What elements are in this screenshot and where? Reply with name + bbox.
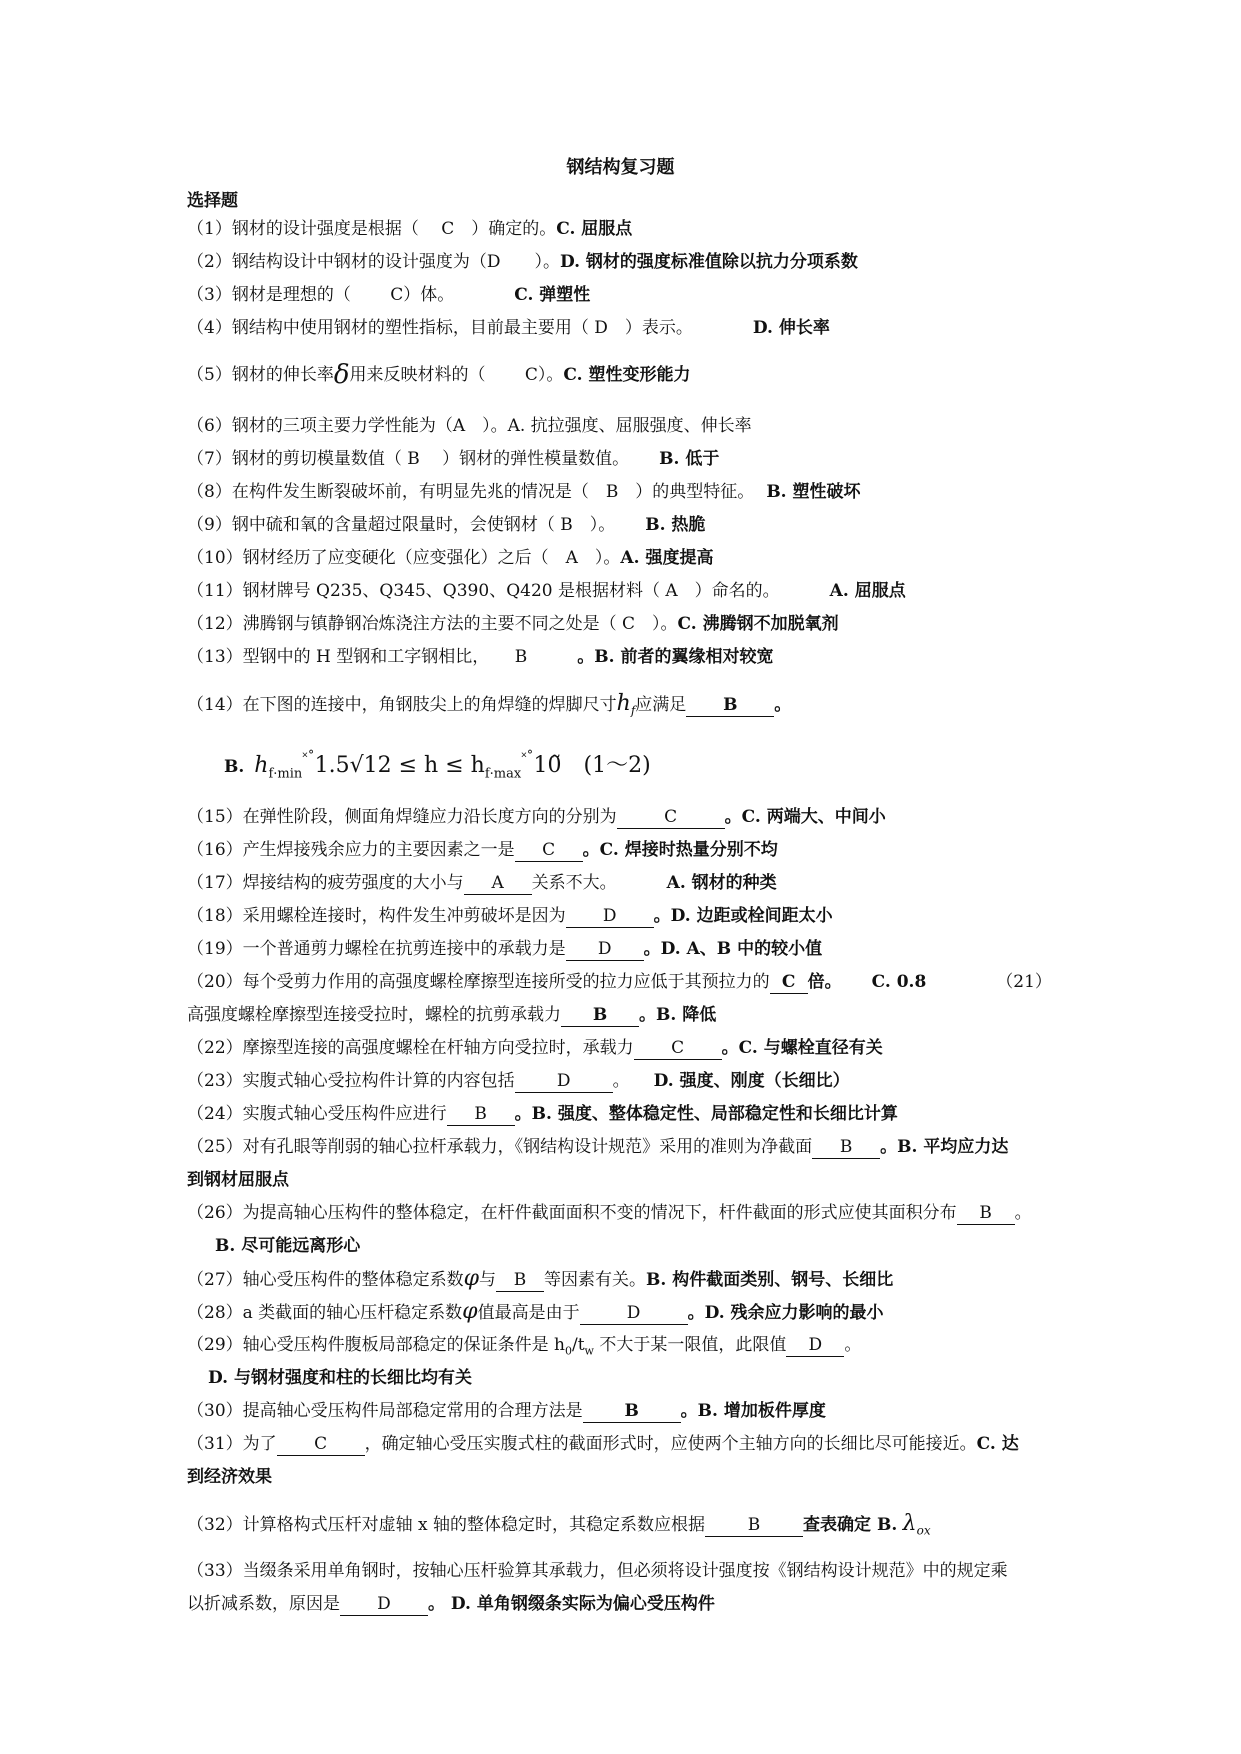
question-text-2: 用来反映材料的（ C）。 xyxy=(349,365,564,385)
answer: 。C. 焊接时热量分别不均 xyxy=(582,840,778,860)
question-text: （13）型钢中的 H 型钢和工字钢相比， B xyxy=(187,647,528,667)
subscript-0: 0 xyxy=(564,1344,572,1358)
answer: C. 0.8 xyxy=(871,972,927,992)
question-text: （14）在下图的连接中，角钢肢尖上的角焊缝的焊脚尺寸 xyxy=(187,695,617,715)
answer-blank: C xyxy=(515,839,583,862)
question-5 xyxy=(187,360,1087,390)
next-question-number: （21） xyxy=(996,972,1052,992)
answer-blank: C xyxy=(770,971,808,994)
answer: A. 钢材的种类 xyxy=(666,873,777,893)
lambda-subscript: ox xyxy=(916,1523,931,1538)
answer-blank: D xyxy=(786,1334,844,1357)
question-2 xyxy=(187,251,1087,273)
question-text: （7）钢材的剪切模量数值（ B ）钢材的弹性模量数值。 xyxy=(187,449,630,469)
question-17 xyxy=(187,872,1087,895)
answer-blank: D xyxy=(566,938,644,961)
answer: B. 塑性破坏 xyxy=(766,482,861,502)
question-text: （15）在弹性阶段，侧面角焊缝应力沿长度方向的分别为 xyxy=(187,807,617,827)
phi-symbol: φ xyxy=(463,1266,480,1291)
answer-blank: C xyxy=(617,806,725,829)
question-4 xyxy=(187,317,1087,339)
question-text: （25）对有孔眼等削弱的轴心拉杆承载力，《钢结构设计规范》采用的准则为净截面 xyxy=(187,1137,813,1157)
question-text: （31）为了 xyxy=(187,1434,277,1454)
answer: 。B. 平均应力达 xyxy=(880,1137,1009,1157)
question-15 xyxy=(187,806,1087,829)
answer: 。C. 与螺栓直径有关 xyxy=(721,1038,883,1058)
question-25 xyxy=(187,1136,1087,1159)
question-text: （20）每个受剪力作用的高强度螺栓摩擦型连接所受的拉力应低于其预拉力的 xyxy=(187,972,770,992)
question-29-answer: D. 与钢材强度和柱的长细比均有关 xyxy=(208,1368,472,1388)
answer: 。D. 残余应力影响的最小 xyxy=(687,1303,884,1323)
question-19 xyxy=(187,938,1087,961)
question-text: （5）钢材的伸长率 xyxy=(187,365,334,385)
answer-blank: D xyxy=(580,1302,688,1325)
formula-body: 1.5√12 ≤ h ≤ h xyxy=(314,753,485,778)
answer: D. 伸长率 xyxy=(752,318,830,338)
question-text: （9）钢中硫和氧的含量超过限量时，会使钢材（ B ）。 xyxy=(187,515,616,535)
answer: B. 低于 xyxy=(659,449,720,469)
answer-blank: B xyxy=(561,1004,639,1027)
answer: B. 构件截面类别、钢号、长细比 xyxy=(646,1270,894,1290)
question-1 xyxy=(187,218,1087,240)
question-text: （19）一个普通剪力螺栓在抗剪连接中的承载力是 xyxy=(187,939,566,959)
question-text-2: 应满足 xyxy=(635,695,687,715)
question-22 xyxy=(187,1037,1087,1060)
answer-blank: B xyxy=(686,694,774,717)
question-text-2: 。 xyxy=(612,1071,630,1091)
question-12 xyxy=(187,613,1087,635)
question-text: （32）计算格构式压杆对虚轴 x 轴的整体稳定时，其稳定系数应根据 xyxy=(187,1515,706,1535)
answer: C. 屈服点 xyxy=(556,219,633,239)
question-25-answer-cont: 到钢材屈服点 xyxy=(187,1170,289,1190)
question-text: （6）钢材的三项主要力学性能为（A ）。A. 抗拉强度、屈服强度、伸长率 xyxy=(187,416,752,436)
question-3 xyxy=(187,284,1087,306)
question-text: （12）沸腾钢与镇静钢冶炼浇注方法的主要不同之处是（ C ）。 xyxy=(187,614,678,634)
question-text-2: 等因素有关。 xyxy=(544,1270,647,1290)
question-31-answer-cont: 到经济效果 xyxy=(187,1467,272,1487)
question-text: （10）钢材经历了应变硬化（应变强化）之后（ A ）。 xyxy=(187,548,621,568)
hf-min-subscript: f·min xyxy=(268,766,303,782)
question-32 xyxy=(187,1513,1087,1541)
question-text-2: 倍。 xyxy=(807,972,842,992)
question-23 xyxy=(187,1070,1087,1093)
answer: 。B. 降低 xyxy=(639,1005,717,1025)
answer: D. 钢材的强度标准值除以抗力分项系数 xyxy=(559,252,858,272)
question-text: （18）采用螺栓连接时，构件发生冲剪破坏是因为 xyxy=(187,906,566,926)
subscript-w: w xyxy=(584,1344,594,1358)
question-text: 高强度螺栓摩擦型连接受拉时，螺栓的抗剪承载力 xyxy=(187,1005,561,1025)
question-text: （1）钢材的设计强度是根据（ C ）确定的。 xyxy=(187,219,557,239)
answer: 。C. 两端大、中间小 xyxy=(724,807,886,827)
question-text: （27）轴心受压构件的整体稳定系数 xyxy=(187,1270,464,1290)
weld-size-symbol: h xyxy=(616,691,631,716)
question-7 xyxy=(187,448,1087,470)
question-text-2: 不大于某一限值，此限值 xyxy=(593,1335,787,1355)
section-heading: 选择题 xyxy=(187,191,238,211)
question-10 xyxy=(187,547,1087,569)
question-text: （23）实腹式轴心受拉构件计算的内容包括 xyxy=(187,1071,515,1091)
weld-size-subscript: f xyxy=(630,703,636,718)
answer-blank: D xyxy=(340,1593,428,1616)
question-text: （3）钢材是理想的（ C）体。 xyxy=(187,285,455,305)
question-20 xyxy=(187,971,1087,994)
answer-blank: D xyxy=(515,1070,613,1093)
answer: 。B. 强度、整体稳定性、局部稳定性和长细比计算 xyxy=(514,1104,898,1124)
answer: D. 强度、刚度（长细比） xyxy=(653,1071,850,1091)
period: 。 xyxy=(1014,1203,1032,1223)
answer-blank: B xyxy=(583,1400,681,1423)
answer: 查表确定 B. xyxy=(803,1515,898,1535)
answer: 。B. 前者的翼缘相对较宽 xyxy=(577,647,774,667)
question-text: （29）轴心受压构件腹板局部稳定的保证条件是 h xyxy=(187,1335,565,1355)
question-text-mid: 值最高是由于 xyxy=(477,1303,580,1323)
question-text: （16）产生焊接残余应力的主要因素之一是 xyxy=(187,840,515,860)
question-text: （33）当缀条采用单角钢时，按轴心压杆验算其承载力，但必须将设计强度按《钢结构设计规范》中的规定乘 xyxy=(187,1561,1008,1581)
question-21 xyxy=(187,1004,1087,1027)
question-9 xyxy=(187,514,1087,536)
question-text: （26）为提高轴心压构件的整体稳定，在杆件截面面积不变的情况下，杆件截面的形式应使其面积分布 xyxy=(187,1203,957,1223)
answer-blank: C xyxy=(634,1037,722,1060)
answer: A. 强度提高 xyxy=(620,548,714,568)
question-text: （30）提高轴心受压构件局部稳定常用的合理方法是 xyxy=(187,1401,583,1421)
answer: 。D. A、B 中的较小值 xyxy=(643,939,823,959)
question-27 xyxy=(187,1268,1087,1292)
question-14 xyxy=(187,693,1087,721)
answer: A. 屈服点 xyxy=(829,581,906,601)
question-text: （11）钢材牌号 Q235、Q345、Q390、Q420 是根据材料（ A ）命名的。 xyxy=(187,581,780,601)
answer: C. 沸腾钢不加脱氧剂 xyxy=(677,614,839,634)
question-16 xyxy=(187,839,1087,862)
question-text-2: 关系不大。 xyxy=(531,873,617,893)
question-13 xyxy=(187,646,1087,668)
hf-max-subscript: f·max xyxy=(484,766,522,782)
question-8 xyxy=(187,481,1087,503)
question-11 xyxy=(187,580,1087,602)
answer: 。B. 增加板件厚度 xyxy=(680,1401,826,1421)
answer-blank: B xyxy=(812,1136,880,1159)
formula-label: B. xyxy=(224,757,245,777)
weld-formula: B. $h_{f\cdot min}^{˟˚}1.5√12 \le h$ ≤ $h_{f\cdot max}^{˟˚}10̃$ (1～2) xyxy=(224,750,651,782)
question-text: （22）摩擦型连接的高强度螺栓在杆轴方向受拉时，承载力 xyxy=(187,1038,634,1058)
question-text-2: ，确定轴心受压实腹式柱的截面形式时，应使两个主轴方向的长细比尽可能接近。 xyxy=(364,1434,977,1454)
question-text: （17）焊接结构的疲劳强度的大小与 xyxy=(187,873,464,893)
question-30 xyxy=(187,1400,1087,1423)
answer-blank: B xyxy=(496,1269,544,1292)
phi-symbol: φ xyxy=(462,1299,478,1324)
question-28 xyxy=(187,1301,1087,1325)
question-text: （8）在构件发生断裂破坏前，有明显先兆的情况是（ B ）的典型特征。 xyxy=(187,482,755,502)
answer: 。D. 边距或栓间距太小 xyxy=(653,906,833,926)
question-24 xyxy=(187,1103,1087,1126)
question-18 xyxy=(187,905,1087,928)
answer: 。 D. 单角钢缀条实际为偏心受压构件 xyxy=(428,1594,715,1614)
question-26-answer: B. 尽可能远离形心 xyxy=(215,1236,361,1256)
answer-blank: B xyxy=(447,1103,515,1126)
page-title: 钢结构复习题 xyxy=(566,157,675,178)
formula-tail: 10̃ (1～2) xyxy=(533,753,651,778)
period: 。 xyxy=(844,1335,862,1355)
question-text-2: 以折减系数，原因是 xyxy=(187,1594,340,1614)
answer-blank: D xyxy=(566,905,654,928)
lambda-symbol: λ xyxy=(902,1511,917,1536)
question-26 xyxy=(187,1202,1087,1225)
answer-blank: C xyxy=(277,1433,365,1456)
answer: C. 弹塑性 xyxy=(514,285,591,305)
question-text-mid: /t xyxy=(571,1335,585,1355)
question-31 xyxy=(187,1433,1087,1456)
answer: C. 达 xyxy=(976,1434,1019,1454)
delta-symbol: δ xyxy=(333,360,350,390)
question-text: （2）钢结构设计中钢材的设计强度为（D ）。 xyxy=(187,252,560,272)
question-text-mid: 与 xyxy=(479,1270,497,1290)
answer-blank: A xyxy=(464,872,532,895)
question-29 xyxy=(187,1334,1087,1362)
answer: C. 塑性变形能力 xyxy=(563,365,691,385)
question-33-cont xyxy=(187,1593,1087,1616)
question-text: （28）a 类截面的轴心压杆稳定系数 xyxy=(187,1303,463,1323)
answer-blank: B xyxy=(705,1514,803,1537)
answer-blank: B xyxy=(957,1202,1015,1225)
question-33 xyxy=(187,1560,1087,1582)
question-6 xyxy=(187,415,1087,437)
question-text: （24）实腹式轴心受压构件应进行 xyxy=(187,1104,447,1124)
question-text: （4）钢结构中使用钢材的塑性指标，目前最主要用（ D ）表示。 xyxy=(187,318,693,338)
answer: B. 热脆 xyxy=(645,515,706,535)
period: 。 xyxy=(774,695,792,715)
